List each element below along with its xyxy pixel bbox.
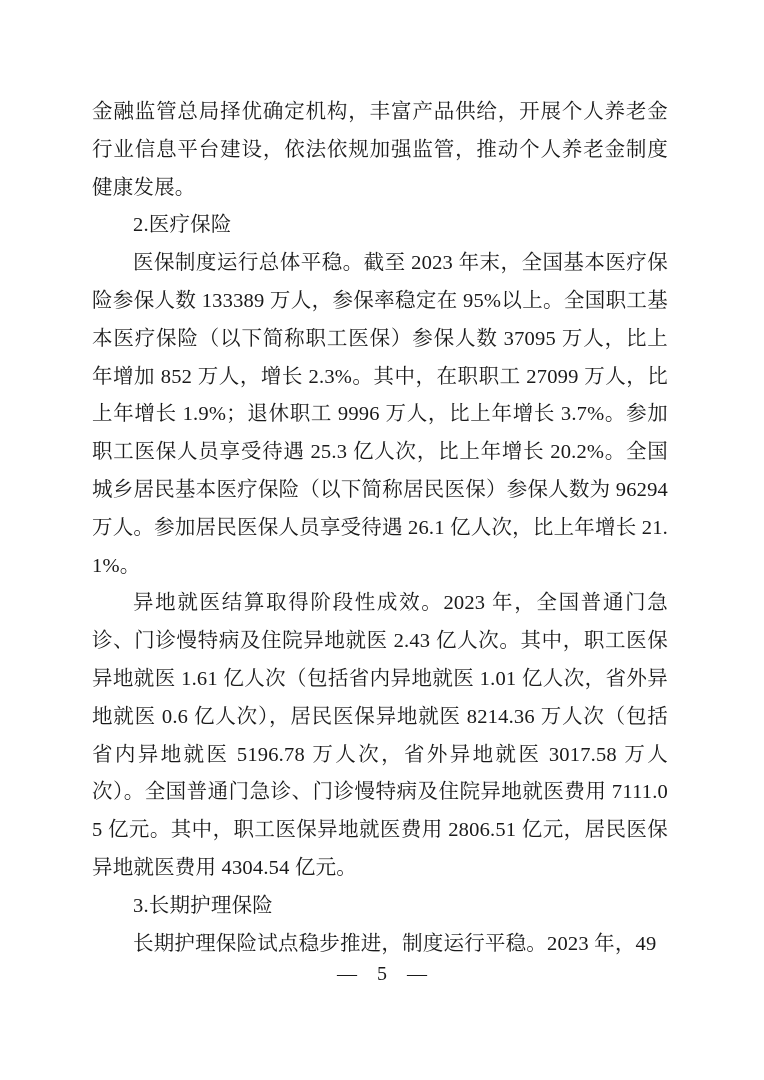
paragraph-long-term-care-intro: 长期护理保险试点稳步推进，制度运行平稳。2023 年，49 bbox=[133, 932, 657, 955]
footer-right-dash: — bbox=[407, 963, 427, 985]
paragraph-cross-region-medical-settlement: 异地就医结算取得阶段性成效。2023 年，全国普通门急诊、门诊慢特病及住院异地就医 2.43 亿人次。其中，职工医保异地就医 1.61 亿人次（包括省内异地就医 1.01 亿人次，省外异地就医 0.6 亿人次），居民医保异地就医 8214.36 万人次（包括省内异地就医 5196.78 万人次，省外异地就医 3017.58 万人次）。全国普通门急诊、门诊慢特病及住院异地就医费用 7111.05 亿元。其中，职工医保异地就医费用 2806.51 亿元，居民医保异地就医费用 4304.54 亿元。 bbox=[92, 592, 668, 879]
footer-left-dash: — bbox=[337, 963, 357, 985]
document-body bbox=[92, 94, 668, 963]
heading-medical-insurance: 2.医疗保险 bbox=[133, 214, 232, 237]
page-number: 5 bbox=[377, 963, 387, 985]
heading-long-term-care-insurance: 3.长期护理保险 bbox=[133, 894, 273, 917]
paragraph-personal-pension-continuation: 金融监管总局择优确定机构，丰富产品供给，开展个人养老金行业信息平台建设，依法依规加强监管，推动个人养老金制度健康发展。 bbox=[92, 101, 668, 199]
page-footer bbox=[0, 960, 764, 988]
paragraph-medical-insurance-overview: 医保制度运行总体平稳。截至 2023 年末，全国基本医疗保险参保人数 133389 万人，参保率稳定在 95%以上。全国职工基本医疗保险（以下简称职工医保）参保人数 37095 万人，比上年增加 852 万人，增长 2.3%。其中，在职职工 27099 万人，比上年增长 1.9%；退休职工 9996 万人，比上年增长 3.7%。参加职工医保人员享受待遇 25.3 亿人次，比上年增长 20.2%。全国城乡居民基本医疗保险（以下简称居民医保）参保人数为 96294 万人。参加居民医保人员享受待遇 26.1 亿人次，比上年增长 21.1%。 bbox=[92, 252, 668, 577]
